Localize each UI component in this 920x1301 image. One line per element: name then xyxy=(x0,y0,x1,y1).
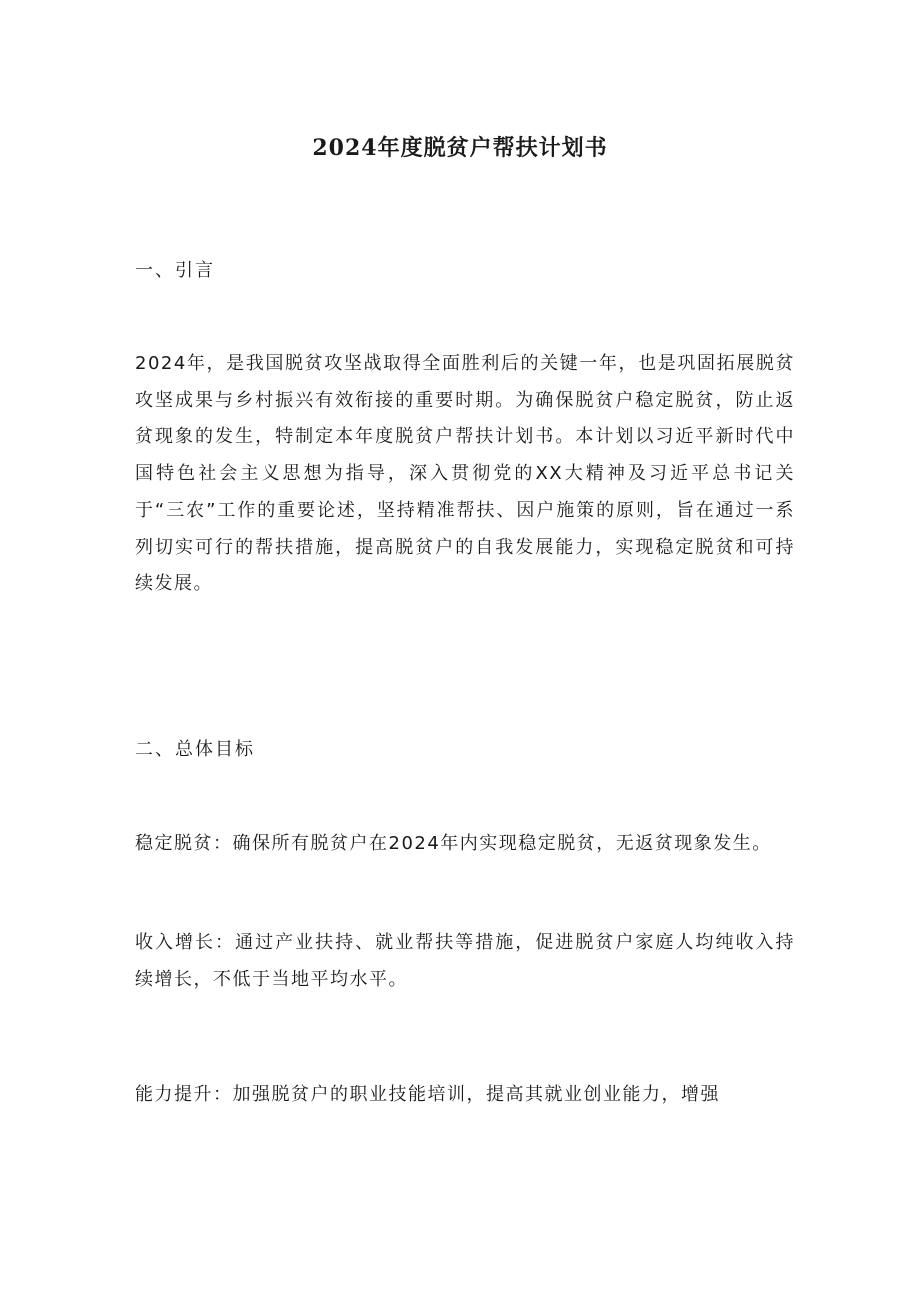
goal-paragraph-stable: 稳定脱贫：确保所有脱贫户在2024年内实现稳定脱贫，无返贫现象发生。 xyxy=(135,833,772,854)
goal-paragraph-ability: 能力提升：加强脱贫户的职业技能培训，提高其就业创业能力，增强 xyxy=(135,1084,720,1105)
goal-paragraph-income: 收入增长：通过产业扶持、就业帮扶等措施，促进脱贫户家庭人均纯收入持续增长，不低于当地平均水平。 xyxy=(135,932,795,990)
document-title: 2024年度脱贫户帮扶计划书 xyxy=(312,135,608,161)
section-heading-goals: 二、总体目标 xyxy=(135,739,255,760)
intro-paragraph: 2024年，是我国脱贫攻坚战取得全面胜利后的关键一年，也是巩固拓展脱贫攻坚成果与乡村振兴有效衔接的重要时期。为确保脱贫户稳定脱贫，防止返贫现象的发生，特制定本年度脱贫户帮扶计划书。本计划以习近平新时代中国特色社会主义思想为指导，深入贯彻党的XX大精神及习近平总书记关于“三农”工作的重要论述，坚持精准帮扶、因户施策的原则，旨在通过一系列切实可行的帮扶措施，提高脱贫户的自我发展能力，实现稳定脱贫和可持续发展。 xyxy=(135,353,795,595)
section-heading-intro: 一、引言 xyxy=(135,260,215,281)
